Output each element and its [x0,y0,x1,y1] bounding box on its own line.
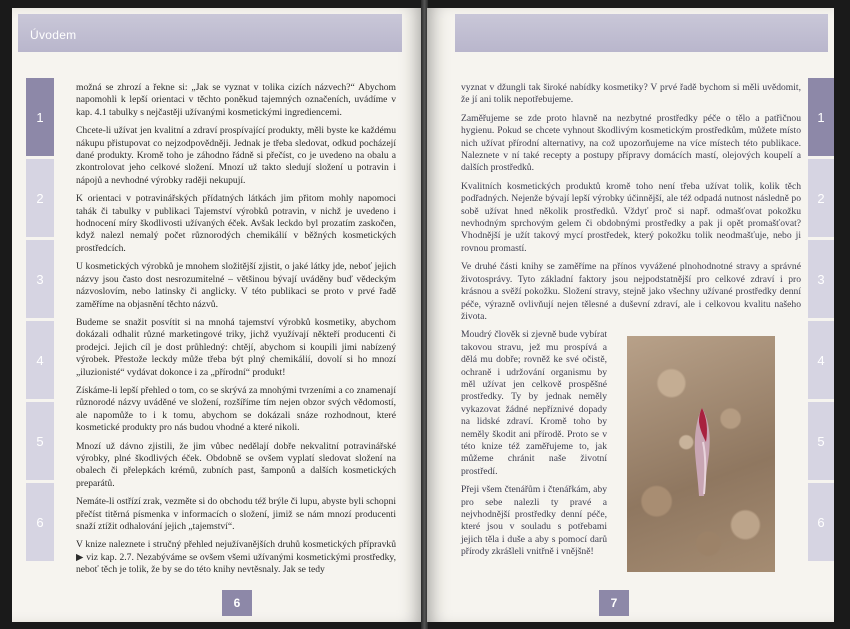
right-header-band [455,14,828,52]
chapter-tab-6: 6 [808,483,834,561]
paragraph: možná se zhrozí a řekne si: „Jak se vyznat v tolika cizích názvech?“ Abychom napomohli k lepší orientaci v těchto poněkud tajemných označeních, uvádíme v kap. 4.1 tabulky s nejčastěji užívanými kosmetickými ingrediencemi. [76,82,396,118]
chapter-tab-3: 3 [808,240,834,318]
chapter-tab-4: 4 [808,321,834,399]
left-page [12,8,422,622]
paragraph: Chcete-li užívat jen kvalitní a zdraví prospívající produkty, měli byste ke každému nákupu přistupovat co nejzodpovědněji. Jednak je třeba sledovat, odkud pocházejí dané produkty. Kromě toho je záhodno řádně si přečíst, co je uvedeno na obalu a zkontrolovat jeho celkové složení. Mnozí už takto sledují složení u potravin i nápojů a nevhodné výrobky raději nekupují. [76,125,396,186]
chapter-tab-6: 6 [26,483,54,561]
chapter-tab-4: 4 [26,321,54,399]
paragraph: Mnozí už dávno zjistili, že jim vůbec nedělají dobře nekvalitní potravinářské výrobky, plné škodlivých éček. Obdobně se ovšem vyplatí sledovat složení na obalech či přelepkách krémů, zubních past, šamponů a dalších kosmetických preparátů. [76,440,396,489]
paragraph: Kvalitních kosmetických produktů kromě toho není třeba užívat tolik, kolik těch podřadných. Nejenže bývají lepší výrobky účinnější, ale též odpadá nutnost následně po sobě užívat hned několik prostředků. Vždyť proč si např. odmašťovat pokožku nevhodným sprchovým gelem či obdobnými prostředky a pak ji opět promašťovat? Vhodnější je užít takový mycí prostředek, který pokožku tolik neodmašťuje, nebo ji rovnou promastí. [461,180,801,254]
chapter-tab-1: 1 [808,78,834,156]
paragraph: Získáme-li lepší přehled o tom, co se skrývá za mnohými tvrzeními a co znamenají různorodé názvy uváděné ve složení, rozšíříme tím nejen obzor svých vědomostí, ale napomůže to i k tomu, abychom se dokázali snáze rozhodnout, které kosmetické produkty pro nás budou vhodné a které nikoli. [76,384,396,434]
paragraph: Přeji všem čtenářům i čtenářkám, aby pro sebe nalezli ty pravé a nejvhodnější prostředky denní péče, které jsou v souladu s potřebami jejich těla i duše a aby s pomocí darů přírody zkrášleli vnitřně i vnějšně! [461,484,607,558]
chapter-tab-2: 2 [26,159,54,237]
left-body-text [76,82,396,583]
sprout-illustration [689,406,715,496]
right-page [427,8,834,622]
paragraph: U kosmetických výrobků je mnohem složitější zjistit, o jaké látky jde, neboť jejich názvy jsou často dost nesrozumitelné – většinou bývají uváděny buď vědeckým názvoslovím, nebo latinsky či anglicky. V této publikaci se proto v prvé řadě zaměříme na objasnění těchto názvů. [76,261,396,310]
paragraph: Zaměřujeme se zde proto hlavně na nezbytné prostředky péče o tělo a patřičnou hygienu. Pokud se chcete vyhnout škodlivým kosmetickým prostředkům, můžete místo nich užívat přírodní alternativy, na což upozorňujeme na více místech této publikace. Naleznete v ní také recepty a postupy přípravy domácích mastí, olejových koupelí a dalších prostředků. [461,112,801,174]
page-number-left: 6 [222,590,252,616]
running-header-title: Úvodem [30,28,77,42]
chapter-tab-5: 5 [808,402,834,480]
paragraph: Nemáte-li ostřízí zrak, vezměte si do obchodu též brýle či lupu, abyste byli schopni přečíst titěrná písmenka v informacích o složení, jimiž se nám mnozí producenti snaží ztížit odhalování jejich „tajemství“. [76,496,396,532]
chapter-tab-5: 5 [26,402,54,480]
chapter-tab-1: 1 [26,78,54,156]
paragraph: K orientaci v potravinářských přídatných látkách jim přitom mohly napomoci tahák či tabulky v publikaci Tajemství výrobků potravin, v nichž je uvedeno i hodnocení míry škodlivosti užívaných éček. Avšak leckdo byl prozatím zaskočen, když nalezl nemalý počet různorodých chemikálií v běžných kosmetických prostředcích. [76,193,396,254]
paragraph: V knize naleznete i stručný přehled nejužívanějších druhů kosmetických přípravků ▶ viz kap. 2.7. Nezabýváme se ovšem všemi užívanými kosmetickými prostředky, neboť těch je tolik, že by se do této knihy nevtěsnaly. Jak se tedy [76,539,396,576]
paragraph: Moudrý člověk si zjevně bude vybírat takovou stravu, jež mu prospívá a dělá mu dobře; rovněž ke své očistě, ochraně i udržování organismu by měl užívat jen celkově prospěšné prostředky. Ty by jednak neměly vykazovat žádné nepříznivé dopady na lidské zdraví. Kromě toho by neměly škodit ani přírodě. Proto se v této knize též zaměřujeme to, jak můžeme chránit naše životní prostředí. [461,329,607,477]
sprout-photo [627,336,775,572]
paragraph: Ve druhé části knihy se zaměříme na přínos vyvážené plnohodnotné stravy a správné životosprávy. Tyto základní faktory jsou nejpodstatnější pro celkové zdraví i pro krásnou a svěží pokožku. Složení stravy, stejně jako všechny užívané prostředky denní péče, výrazně ovlivňují nejen tělesné a duševní zdraví, ale i celkovou kvalitu našeho života. [461,261,801,322]
left-header-band [18,14,402,52]
paragraph: Budeme se snažit posvítit si na mnohá tajemství výrobků kosmetiky, abychom dokázali odhalit různé marketingové triky, jichž využívají někteří producenti či prodejci. Jejich cíl je dost průhledný: chtějí, abychom si koupili jimi nabízený výrobek. Přestože leckdy může třeba být plný chemikálií, dovolí si ho mnozí „iluzionisté“ vydávat dokonce i za „přírodní“ produkt! [76,316,396,378]
left-chapter-tabs [26,78,54,564]
page-number-right: 7 [599,590,629,616]
paragraph: vyznat v džungli tak široké nabídky kosmetiky? V prvé řadě bychom si měli uvědomit, že jí ani tolik nepotřebujeme. [461,82,801,106]
right-chapter-tabs [808,78,834,564]
chapter-tab-3: 3 [26,240,54,318]
chapter-tab-2: 2 [808,159,834,237]
